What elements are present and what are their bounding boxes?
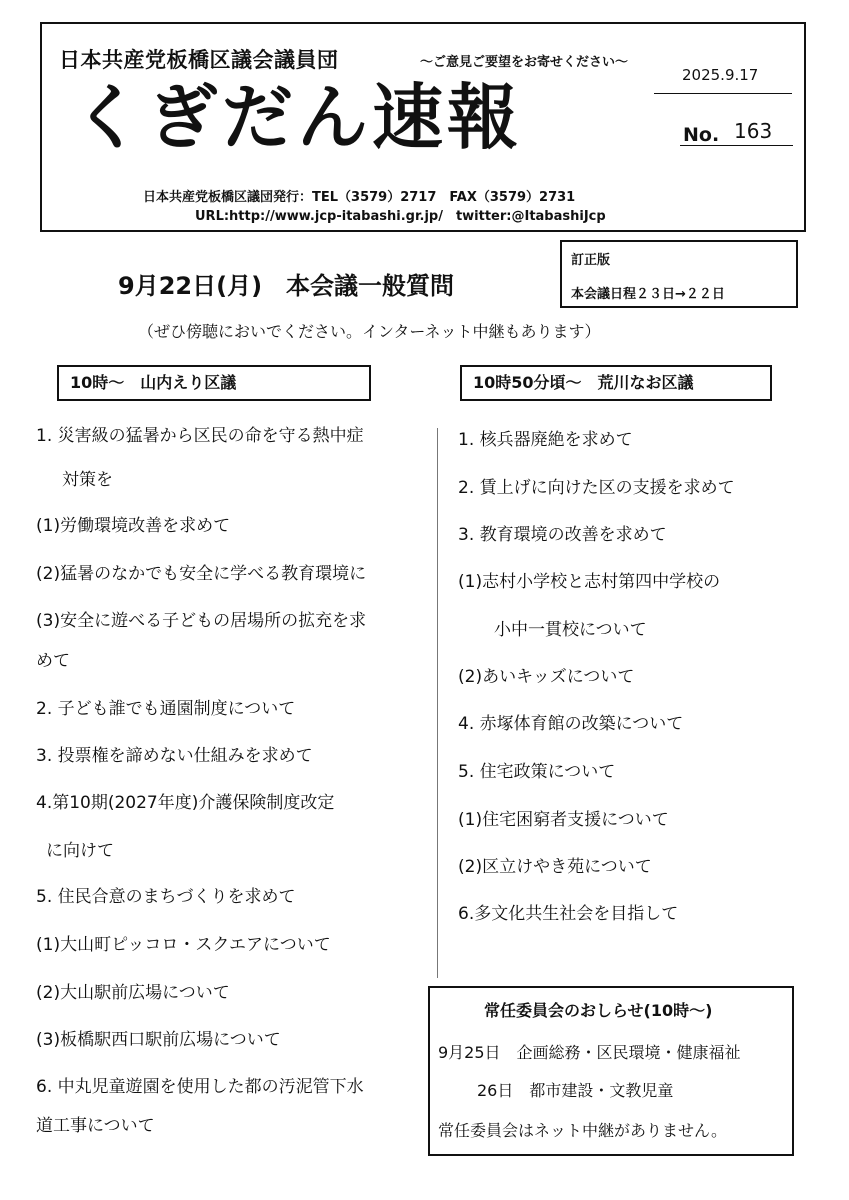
left-question-item: 4.第10期(2027年度)介護保険制度改定 (36, 793, 335, 813)
right-question-item: 2. 賃上げに向けた区の支援を求めて (458, 478, 735, 498)
right-question-item: (2)あいキッズについて (458, 667, 635, 687)
left-question-item: (3)安全に遊べる子どもの居場所の拡充を求 (36, 611, 367, 631)
left-question-item: (1)労働環境改善を求めて (36, 516, 231, 536)
date-underline (654, 93, 792, 94)
right-question-item: 1. 核兵器廃絶を求めて (458, 430, 633, 450)
committee-notice-title: 常任委員会のおしらせ(10時～) (484, 1001, 713, 1020)
correction-label: 訂正版 (571, 253, 611, 268)
committee-schedule-day1: 9月25日 企画総務・区民環境・健康福祉 (438, 1043, 741, 1062)
right-question-item: 6.多文化共生社会を目指して (458, 904, 679, 924)
publisher-contact: 日本共産党板橋区議団発行：TEL（3579）2717 FAX（3579）2731 (143, 190, 576, 205)
issue-date: 2025.9.17 (682, 66, 759, 84)
invitation-note: （ぜひ傍聴においでください。インターネット中継もあります） (138, 322, 601, 341)
right-question-item: (1)住宅困窮者支援について (458, 810, 669, 830)
left-question-item: 道工事について (36, 1116, 155, 1136)
left-question-item: (2)大山駅前広場について (36, 983, 230, 1003)
column-divider (437, 428, 438, 978)
left-question-item: (2)猛暑のなかでも安全に学べる教育環境に (36, 564, 367, 584)
newsletter-title: くぎだん速報 (72, 76, 523, 159)
committee-stream-note: 常任委員会はネット中継がありません。 (438, 1121, 727, 1140)
left-question-item: に向けて (46, 841, 114, 861)
left-question-item: 1. 災害級の猛暑から区民の命を守る熱中症 (36, 426, 364, 446)
left-question-item: 対策を (62, 470, 113, 490)
right-question-item: (2)区立けやき苑について (458, 857, 652, 877)
issue-label: No. (683, 124, 720, 146)
left-question-item: (1)大山町ピッコロ・スクエアについて (36, 935, 331, 955)
correction-text: 本会議日程２３日→２２日 (571, 287, 725, 302)
page-headline: 9月22日(月) 本会議一般質問 (118, 272, 455, 300)
right-question-item: 小中一貫校について (494, 620, 647, 640)
right-question-item: (1)志村小学校と志村第四中学校の (458, 572, 721, 592)
committee-schedule-day2: 26日 都市建設・文教児童 (477, 1081, 674, 1100)
website-and-twitter: URL:http://www.jcp-itabashi.gr.jp/ twitter:@ItabashiJcp (195, 209, 606, 224)
right-question-item: 3. 教育環境の改善を求めて (458, 525, 667, 545)
organization-name: 日本共産党板橋区議会議員団 (59, 48, 339, 72)
issue-number: 163 (734, 119, 773, 143)
speaker-yamauchi: 10時～ 山内えり区議 (57, 365, 371, 401)
left-question-item: 6. 中丸児童遊園を使用した都の汚泥管下水 (36, 1077, 364, 1097)
left-question-item: 5. 住民合意のまちづくりを求めて (36, 887, 296, 907)
issue-underline (680, 145, 793, 146)
right-question-item: 5. 住宅政策について (458, 762, 616, 782)
speaker-arakawa: 10時50分頃～ 荒川なお区議 (460, 365, 772, 401)
left-question-item: めて (36, 651, 70, 671)
tagline: ～ご意見ご要望をお寄せください～ (420, 55, 629, 70)
left-question-item: (3)板橋駅西口駅前広場について (36, 1030, 281, 1050)
left-question-item: 2. 子ども誰でも通園制度について (36, 699, 296, 719)
right-question-item: 4. 赤塚体育館の改築について (458, 714, 684, 734)
left-question-item: 3. 投票権を諦めない仕組みを求めて (36, 746, 313, 766)
